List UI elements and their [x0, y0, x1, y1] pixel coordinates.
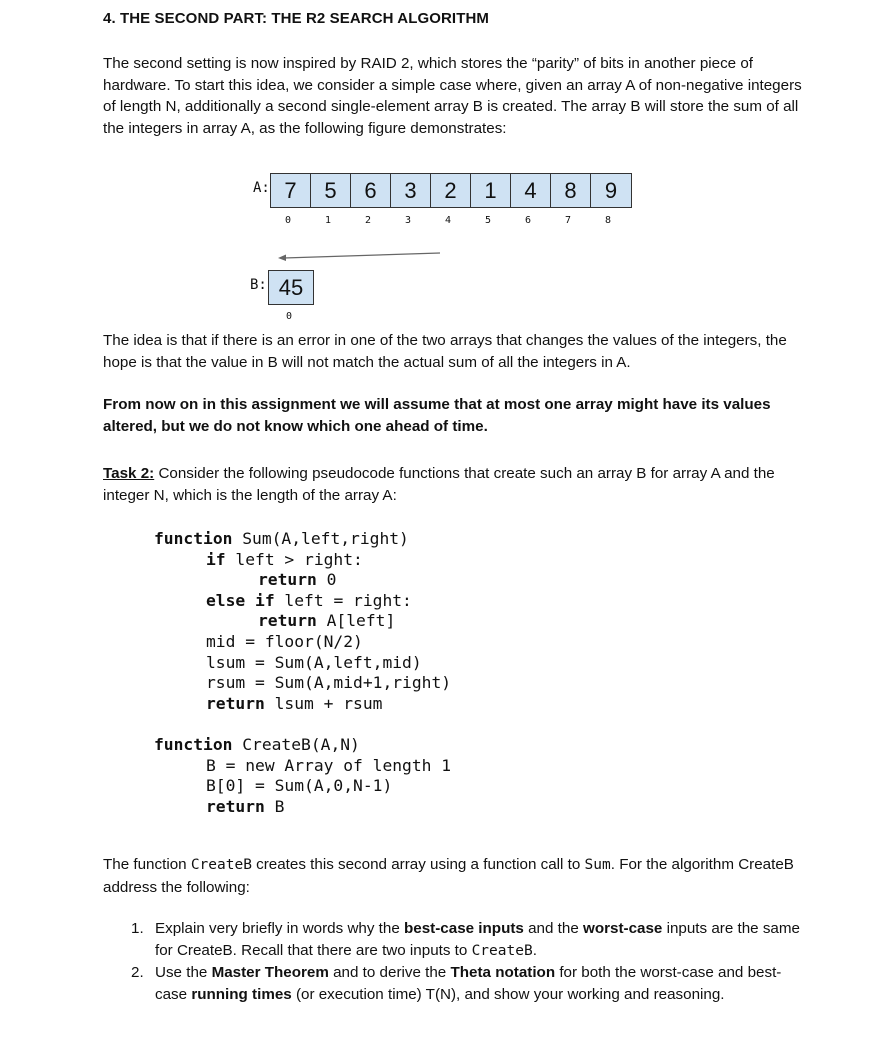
code-line: return lsum + rsum [206, 693, 383, 713]
task-list [103, 918, 803, 1005]
code-line: lsum = Sum(A,left,mid) [206, 652, 422, 672]
array-a-index: 7 [564, 215, 572, 226]
array-a-label: A: [253, 180, 270, 196]
array-a-cell: 3 [391, 174, 431, 207]
list-item: 1. Explain very briefly in words why the best-case inputs and the worst-case inputs are the same for CreateB. Recall that there are two inputs to CreateB. [131, 920, 800, 959]
createb-pseudocode [154, 735, 451, 817]
array-a-index: 3 [404, 215, 412, 226]
code-line: return B [206, 796, 285, 816]
array-a-index: 4 [444, 215, 452, 226]
array-a-index: 1 [324, 215, 332, 226]
task-paragraph [103, 463, 803, 506]
array-a-index: 0 [284, 215, 292, 226]
array-b [268, 270, 314, 305]
array-a-indices [268, 215, 628, 226]
array-a-cell: 2 [431, 174, 471, 207]
array-b-indices [269, 311, 309, 322]
list-number: 1. [131, 920, 144, 937]
array-b-cell: 45 [278, 274, 304, 300]
closing-paragraph: The function CreateB creates this second array using a function call to Sum. For the algorithm CreateB address the following: [103, 856, 794, 896]
array-a [270, 173, 632, 208]
code-line: return A[left] [258, 611, 396, 631]
code-line: mid = floor(N/2) [206, 631, 363, 651]
array-a-index: 2 [364, 215, 372, 226]
array-a-cell: 7 [271, 174, 311, 207]
array-a-cell: 5 [311, 174, 351, 207]
sum-pseudocode [154, 529, 451, 714]
array-a-cell: 8 [551, 174, 591, 207]
code-line: B = new Array of length 1 [206, 755, 452, 775]
fn-sum: Sum [584, 857, 611, 873]
section-heading: 4. THE SECOND PART: THE R2 SEARCH ALGORITHM [103, 10, 489, 27]
code-line: function CreateB(A,N) [154, 735, 360, 754]
array-a-cell: 1 [471, 174, 511, 207]
code-line: if left > right: [206, 549, 363, 569]
array-a-cell: 6 [351, 174, 391, 207]
array-a-index: 8 [604, 215, 612, 226]
list-item: 2. Use the Master Theorem and to derive the Theta notation for both the worst-case and best-case running times (or execution time) T(N), and show your working and reasoning. [131, 964, 782, 1003]
fn-createb: CreateB [190, 857, 252, 873]
assumption-paragraph: From now on in this assignment we will assume that at most one array might have its values altered, but we do not know which one ahead of time. [103, 396, 771, 435]
array-b-label: B: [250, 277, 267, 293]
code-line: rsum = Sum(A,mid+1,right) [206, 673, 452, 693]
code-line: function Sum(A,left,right) [154, 529, 409, 548]
task-text: Consider the following pseudocode functions that create such an array B for array A and the integer N, which is the length of the array A: [103, 465, 775, 504]
arrow [270, 245, 450, 265]
intro-paragraph: The second setting is now inspired by RAID 2, which stores the “parity” of bits in another piece of hardware. To start this idea, we consider a simple case where, given an array A of non-negative integers of length N, additionally a second single-element array B is created. The array B will store the sum of all the integers in array A, as the following figure demonstrates: [103, 55, 802, 137]
array-b-index: 0 [285, 311, 293, 322]
task-label: Task 2: [103, 465, 155, 482]
array-a-cell: 9 [604, 177, 618, 203]
list-number: 2. [131, 964, 144, 981]
array-a-index: 6 [524, 215, 532, 226]
code-line: return 0 [258, 570, 337, 590]
array-a-cell: 4 [511, 174, 551, 207]
idea-paragraph: The idea is that if there is an error in one of the two arrays that changes the values of the integers, the hope is that the value in B will not match the actual sum of all the integers in A. [103, 332, 787, 371]
code-line: B[0] = Sum(A,0,N-1) [206, 776, 393, 796]
code-line: else if left = right: [206, 590, 412, 610]
array-a-index: 5 [484, 215, 492, 226]
